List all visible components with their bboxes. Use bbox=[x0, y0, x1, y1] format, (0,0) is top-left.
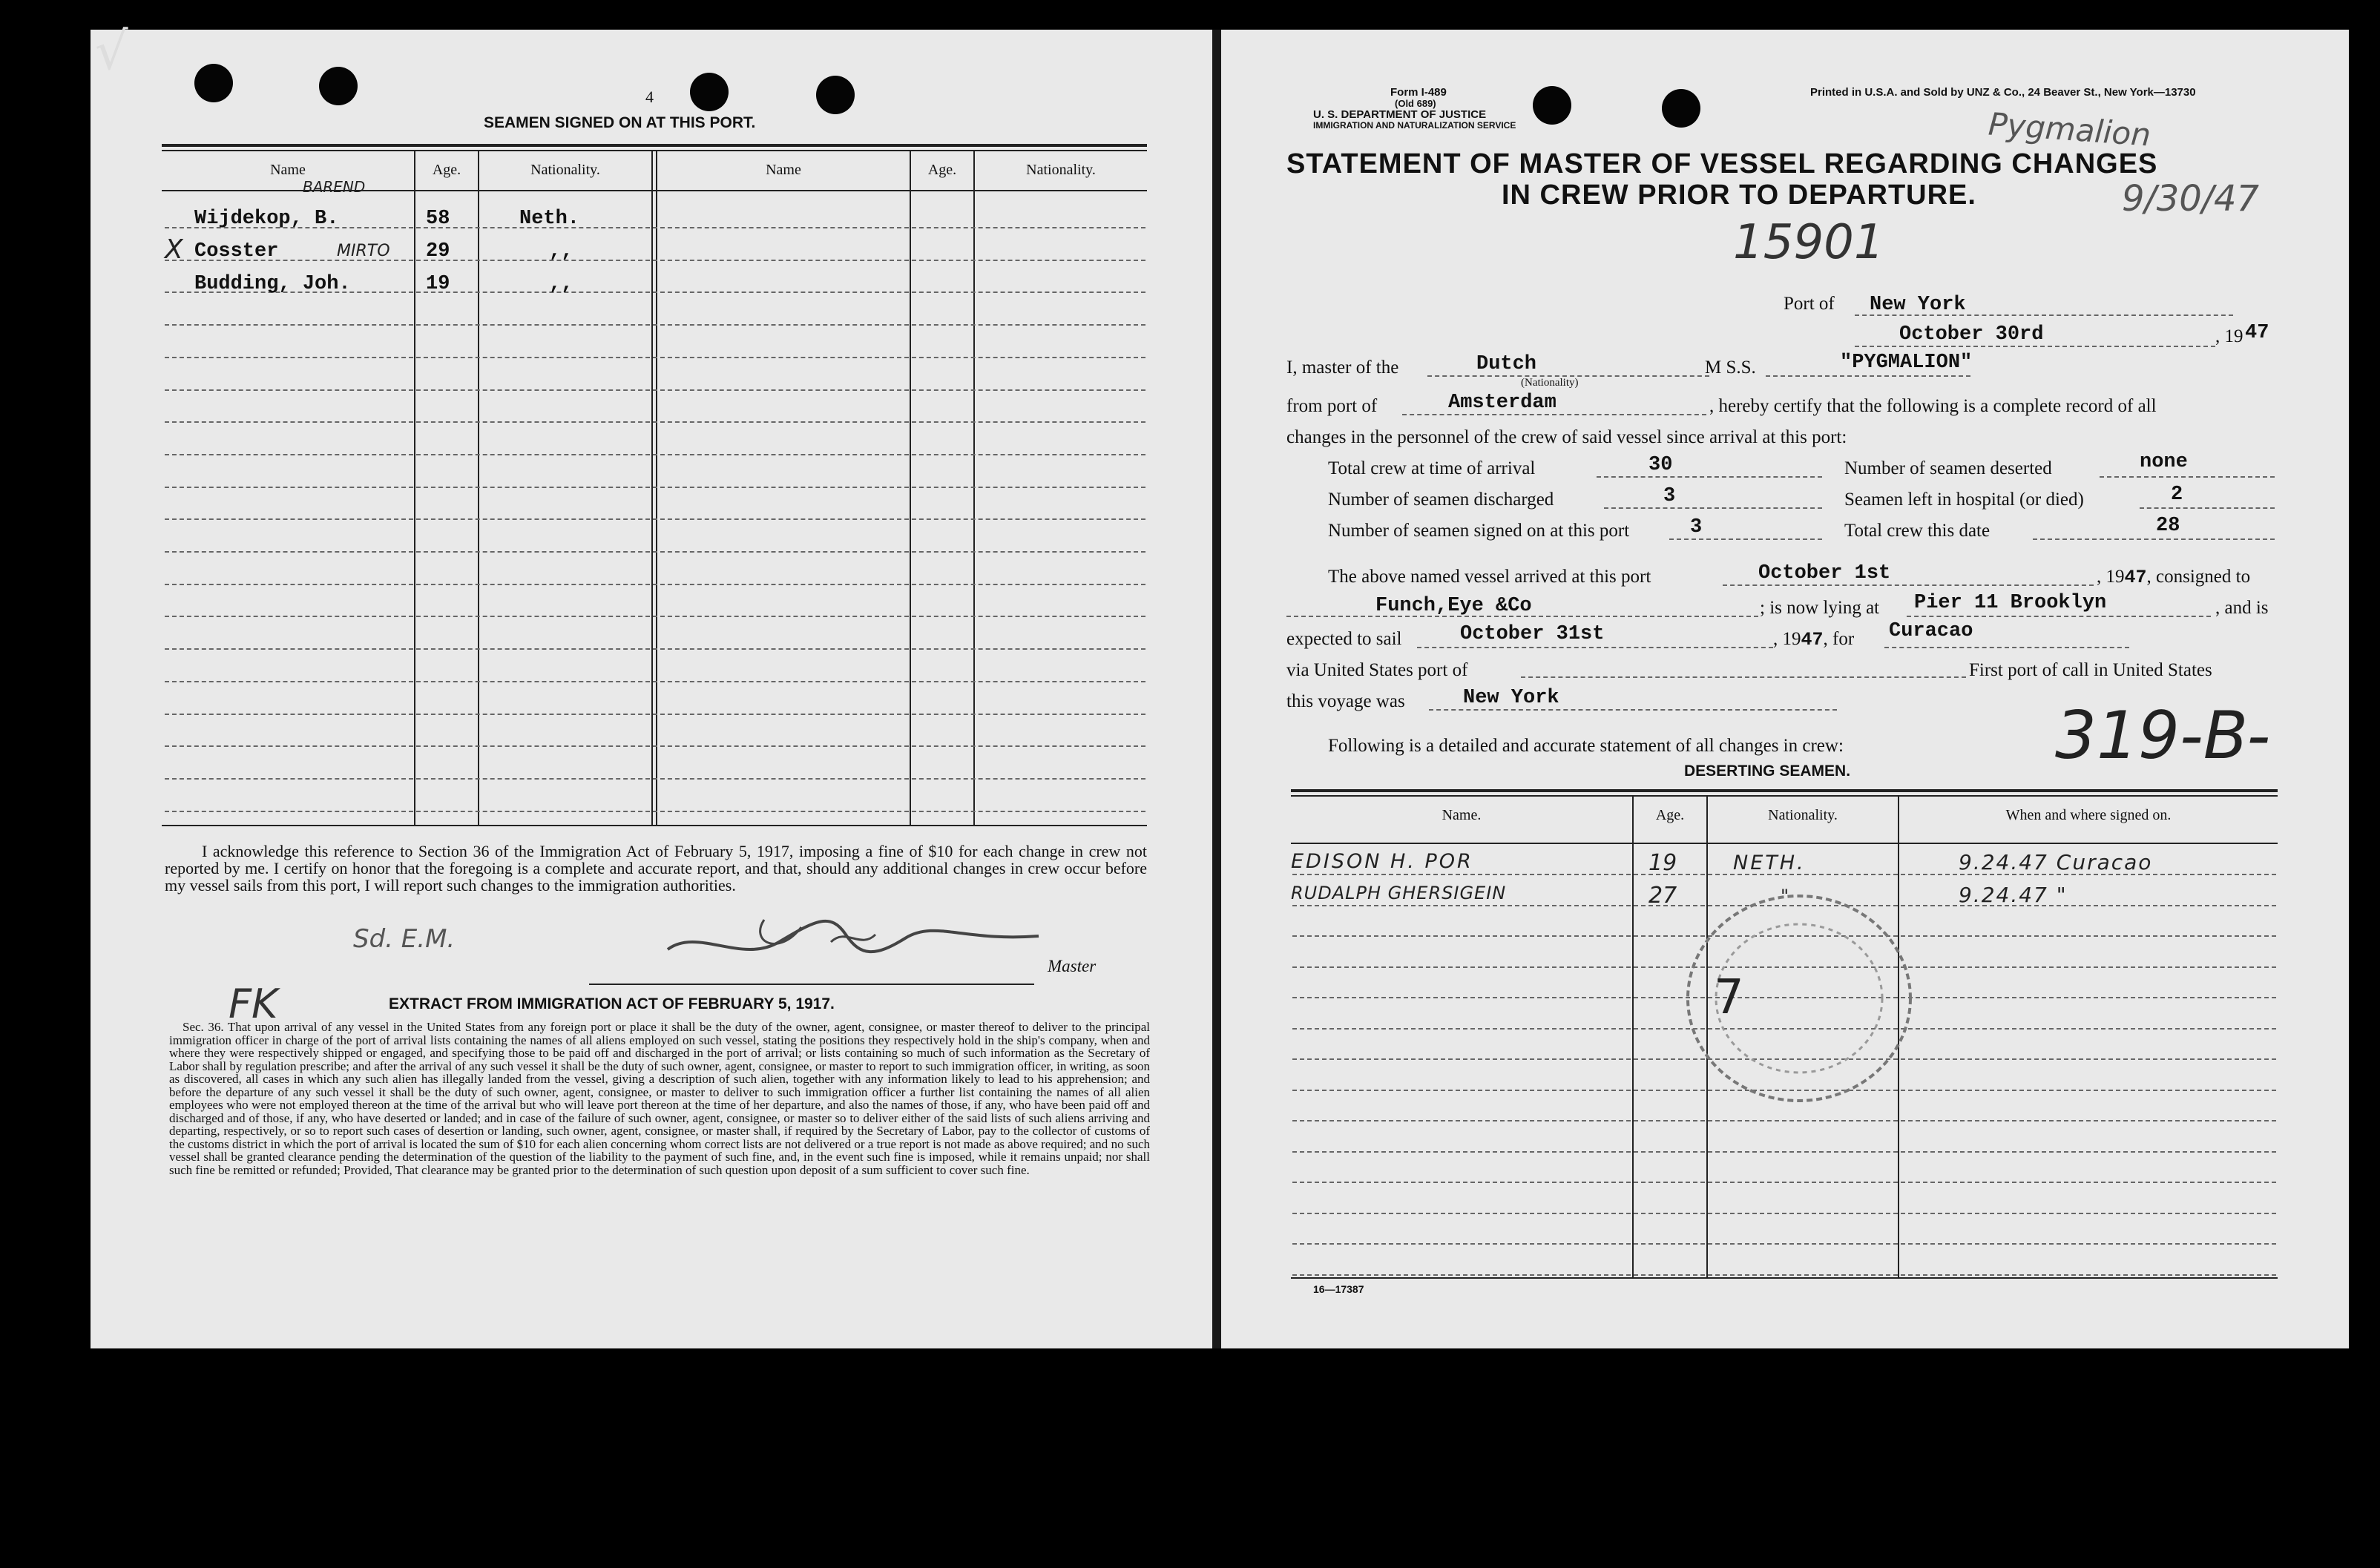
certify-text-2: changes in the personnel of the crew of said vessel since arrival at this port: bbox=[1286, 427, 1847, 447]
page-number: 4 bbox=[645, 88, 654, 106]
year-prefix: , 19 bbox=[2215, 326, 2243, 346]
date-value: October 30rd bbox=[1899, 323, 2044, 346]
section-title: SEAMEN SIGNED ON AT THIS PORT. bbox=[484, 114, 756, 131]
hospital-value: 2 bbox=[2171, 484, 2183, 506]
port-rule bbox=[1855, 314, 2233, 316]
desert-table-header-rule bbox=[1291, 843, 2278, 844]
first-port-value: New York bbox=[1463, 687, 1559, 709]
vessel-name: "PYGMALION" bbox=[1840, 352, 1973, 374]
stat-rule bbox=[2033, 538, 2275, 540]
arrived-date: October 1st bbox=[1758, 562, 1891, 584]
punch-hole bbox=[816, 76, 855, 114]
table-top-rule bbox=[162, 144, 1147, 147]
row-age: 19 bbox=[426, 273, 450, 295]
form-old: (Old 689) bbox=[1395, 98, 1436, 109]
hospital-label: Seamen left in hospital (or died) bbox=[1844, 490, 2084, 510]
punch-hole bbox=[194, 64, 233, 102]
lying-label: ; is now lying at bbox=[1760, 598, 1880, 618]
row-rule bbox=[1292, 1243, 2276, 1245]
master-signature bbox=[653, 897, 1068, 979]
row-name: Budding, Joh. bbox=[194, 273, 351, 295]
voyage-label: this voyage was bbox=[1286, 691, 1405, 711]
svg-text:7: 7 bbox=[1714, 970, 1744, 1025]
deserter-name: EDISON H. POR bbox=[1291, 850, 1473, 873]
desert-table-top bbox=[1291, 789, 2278, 792]
row-nationality: ,, bbox=[549, 273, 573, 295]
row-nationality: ,, bbox=[549, 240, 573, 263]
stat-rule bbox=[2100, 476, 2275, 478]
row-rule bbox=[165, 487, 1145, 488]
col-header-name: Name bbox=[270, 162, 306, 178]
total-date-value: 28 bbox=[2156, 515, 2180, 537]
row-name: Wijdekop, B. bbox=[194, 208, 339, 230]
and-is-label: , and is bbox=[2215, 598, 2269, 618]
col-header-nationality-2: Nationality. bbox=[1026, 162, 1096, 178]
stamp-text: Sd. E.M. bbox=[353, 924, 456, 954]
punch-hole bbox=[690, 73, 729, 111]
row-annotation: MIRTO bbox=[337, 242, 390, 260]
acknowledgement-text: I acknowledge this reference to Section 36 of the Immigration Act of February 5, 1917, imposing a fine of $10 for each change in crew not reported by me. I certify on honor that the foregoing is a complete and accurate report, and that, should any additional changes in crew occur before my vessel sails from this port, I will report such changes to the immigration authorities. bbox=[165, 842, 1147, 895]
page-gutter bbox=[1212, 30, 1221, 1348]
row-rule bbox=[165, 421, 1145, 423]
punch-hole bbox=[1662, 89, 1700, 128]
nationality-caption: (Nationality) bbox=[1521, 377, 1579, 389]
signature-line bbox=[589, 984, 1034, 985]
pier-value: Pier 11 Brooklyn bbox=[1914, 592, 2107, 614]
desert-table-bottom bbox=[1291, 1277, 2278, 1279]
from-port-rule bbox=[1402, 414, 1706, 415]
desert-col-signed: When and where signed on. bbox=[2005, 807, 2172, 823]
port-value: New York bbox=[1870, 294, 1966, 316]
desert-table-top2 bbox=[1291, 795, 2278, 797]
col-header-age: Age. bbox=[432, 162, 461, 178]
deserter-nationality: " bbox=[1781, 886, 1789, 906]
first-port-label: First port of call in United States bbox=[1969, 660, 2212, 680]
row-rule bbox=[1292, 1182, 2276, 1183]
col-header-nationality: Nationality. bbox=[530, 162, 600, 178]
consignee-rule bbox=[1286, 616, 1758, 617]
deserter-signed-on: 9.24.47 " bbox=[1959, 883, 2068, 907]
initials: FK bbox=[229, 981, 278, 1027]
sail-year: , 1947, for bbox=[1773, 629, 1855, 650]
row-nationality: Neth. bbox=[519, 208, 580, 230]
deserter-nationality: NETH. bbox=[1733, 851, 1806, 874]
row-name: Cosster bbox=[194, 240, 279, 263]
sail-date: October 31st bbox=[1460, 623, 1605, 645]
row-rule bbox=[165, 260, 1145, 261]
handwritten-date: 9/30/47 bbox=[2122, 178, 2260, 220]
row-rule bbox=[1292, 1120, 2276, 1121]
following-label: Following is a detailed and accurate statement of all changes in crew: bbox=[1328, 736, 1844, 756]
circular-stamp bbox=[1677, 887, 1922, 1110]
service: IMMIGRATION AND NATURALIZATION SERVICE bbox=[1313, 120, 1516, 131]
table-bottom-rule bbox=[162, 825, 1147, 826]
destination-rule bbox=[1884, 647, 2129, 648]
desert-col-nationality: Nationality. bbox=[1768, 807, 1838, 823]
file-number: 15901 bbox=[1733, 215, 1884, 270]
consignee-value: Funch,Eye &Co bbox=[1375, 595, 1532, 617]
row-age: 58 bbox=[426, 208, 450, 230]
desert-col-age: Age. bbox=[1655, 807, 1685, 823]
port-label: Port of bbox=[1784, 294, 1835, 314]
punch-hole bbox=[1533, 86, 1571, 125]
from-port-value: Amsterdam bbox=[1448, 392, 1556, 414]
master-of-label: I, master of the bbox=[1286, 358, 1399, 378]
row-rule bbox=[165, 357, 1145, 358]
discharged-label: Number of seamen discharged bbox=[1328, 490, 1554, 510]
total-arrival-value: 30 bbox=[1648, 454, 1673, 476]
extract-title: EXTRACT FROM IMMIGRATION ACT OF FEBRUARY 5, 1917. bbox=[389, 995, 835, 1012]
row-rule bbox=[1292, 1274, 2276, 1276]
desert-col-name: Name. bbox=[1442, 807, 1482, 823]
form-title-line1: STATEMENT OF MASTER OF VESSEL REGARDING CHANGES bbox=[1286, 148, 2158, 179]
deserter-age: 19 bbox=[1648, 850, 1677, 876]
row-rule bbox=[165, 681, 1145, 682]
destination-value: Curacao bbox=[1889, 620, 1973, 642]
row-rule bbox=[165, 389, 1145, 391]
year-value: 47 bbox=[2245, 322, 2269, 344]
arrived-label: The above named vessel arrived at this port bbox=[1328, 567, 1651, 587]
form-code: 16—17387 bbox=[1313, 1283, 1364, 1295]
sail-label: expected to sail bbox=[1286, 629, 1402, 649]
handwritten-vessel: Pygmalion bbox=[1987, 105, 2152, 154]
arrived-rule bbox=[1723, 584, 2094, 586]
row-age: 29 bbox=[426, 240, 450, 263]
nationality-value: Dutch bbox=[1476, 353, 1537, 375]
row-rule bbox=[165, 518, 1145, 520]
vessel-type: M S.S. bbox=[1705, 358, 1756, 378]
row-rule bbox=[165, 648, 1145, 650]
deserter-signed-on: 9.24.47 Curacao bbox=[1959, 850, 2153, 874]
cross-mark: X bbox=[165, 234, 183, 265]
via-rule bbox=[1521, 676, 1966, 678]
master-label: Master bbox=[1048, 957, 1097, 975]
check-mark: √ bbox=[95, 21, 128, 82]
row-rule bbox=[165, 551, 1145, 553]
row-rule bbox=[1292, 1213, 2276, 1214]
date-rule bbox=[1855, 346, 2215, 347]
deserter-age: 27 bbox=[1648, 883, 1677, 909]
row-rule bbox=[165, 454, 1145, 455]
vessel-rule bbox=[1766, 375, 1970, 377]
stat-rule bbox=[1669, 538, 1822, 540]
printer-note: Printed in U.S.A. and Sold by UNZ & Co., 24 Beaver St., New York—13730 bbox=[1810, 86, 2196, 99]
col-header-age-2: Age. bbox=[927, 162, 957, 178]
col-header-name-2: Name bbox=[766, 162, 801, 178]
row-rule bbox=[165, 584, 1145, 585]
stat-rule bbox=[1597, 476, 1822, 478]
discharged-value: 3 bbox=[1663, 485, 1676, 507]
certify-text: , hereby certify that the following is a complete record of all bbox=[1709, 396, 2157, 416]
stat-rule bbox=[2140, 507, 2275, 509]
deserting-title: DESERTING SEAMEN. bbox=[1684, 762, 1851, 780]
sail-rule bbox=[1417, 647, 1773, 648]
row-rule bbox=[165, 745, 1145, 747]
row-rule bbox=[165, 778, 1145, 780]
row-rule bbox=[165, 616, 1145, 617]
via-label: via United States port of bbox=[1286, 660, 1468, 680]
stamp-code: 319-B- bbox=[2055, 697, 2271, 774]
department: U. S. DEPARTMENT OF JUSTICE bbox=[1313, 108, 1487, 121]
col-divider bbox=[1632, 795, 1634, 1277]
form-title-line2: IN CREW PRIOR TO DEPARTURE. bbox=[1502, 179, 1976, 211]
row-rule bbox=[1292, 1151, 2276, 1153]
form-number: Form I-489 bbox=[1390, 86, 1447, 99]
table-top-rule2 bbox=[162, 150, 1147, 151]
total-arrival-label: Total crew at time of arrival bbox=[1328, 458, 1536, 478]
extract-text: Sec. 36. That upon arrival of any vessel in the United States from any foreign port or place it shall be the duty of the owner, agent, consignee, or master thereof to deliver to the principal immigration officer in charge of the port of arrival lists containing the names of all aliens employed on such vessel, stating the positions they respectively hold in the ship's company, when and where they were respectively shipped or engaged, and specifying those to be paid off and discharged in the port of arrival; or lists containing so much of such information as the Secretary of Labor shall by regulation prescribe; and after the arrival of any such vessel it shall be the duty of such owner, agent, consignee, or master to report to such immigration officer, in writing, as soon as discovered, all cases in which any such alien has illegally landed from the vessel, giving a description of such alien, together with any information likely to lead to his apprehension; and before the departure of any such vessel it shall be the duty of such owner, agent, consignee, or master to deliver to such immigration officer a further list containing the names of all alien employees who were not employed thereon at the time of the arrival but who will leave port thereon at the time of her departure, and also the names of those, if any, who have been paid off and discharged and of those, if any, who have deserted or landed; and in case of the failure of such owner, agent, consignee, or master so to deliver either of the said lists of such aliens arriving and departing, respectively, or so to report such cases of desertion or landing, such owner, agent, consignee, or master shall, if required by the Secretary of Labor, pay to the collector of customs of the customs district in which the port of arrival is located the sum of $10 for each alien concerning whom correct lists are not delivered or a true report is not made as above required; and no such vessel shall be granted clearance pending the determination of the question of the liability to the payment of such fine, and, in the event such fine is imposed, while it remains unpaid; nor shall such fine be remitted or refunded; Provided, That clearance may be granted prior to the determination of such question upon deposit of a sum sufficient to cover such fine. bbox=[169, 1020, 1150, 1177]
deserted-value: none bbox=[2140, 451, 2188, 473]
row-rule bbox=[165, 714, 1145, 715]
pier-rule bbox=[1907, 616, 2211, 617]
signed-on-label: Number of seamen signed on at this port bbox=[1328, 521, 1630, 541]
stat-rule bbox=[1604, 507, 1822, 509]
punch-hole bbox=[319, 67, 358, 105]
arrived-year: , 1947, consigned to bbox=[2097, 567, 2251, 588]
signed-on-value: 3 bbox=[1690, 516, 1703, 538]
deserted-label: Number of seamen deserted bbox=[1844, 458, 2052, 478]
deserter-name: RUDALPH GHERSIGEIN bbox=[1291, 883, 1507, 903]
voyage-rule bbox=[1429, 709, 1837, 711]
from-port-label: from port of bbox=[1286, 396, 1378, 416]
row-rule bbox=[165, 324, 1145, 326]
total-date-label: Total crew this date bbox=[1844, 521, 1991, 541]
row-annotation: BAREND bbox=[303, 178, 366, 196]
row-rule bbox=[165, 811, 1145, 812]
